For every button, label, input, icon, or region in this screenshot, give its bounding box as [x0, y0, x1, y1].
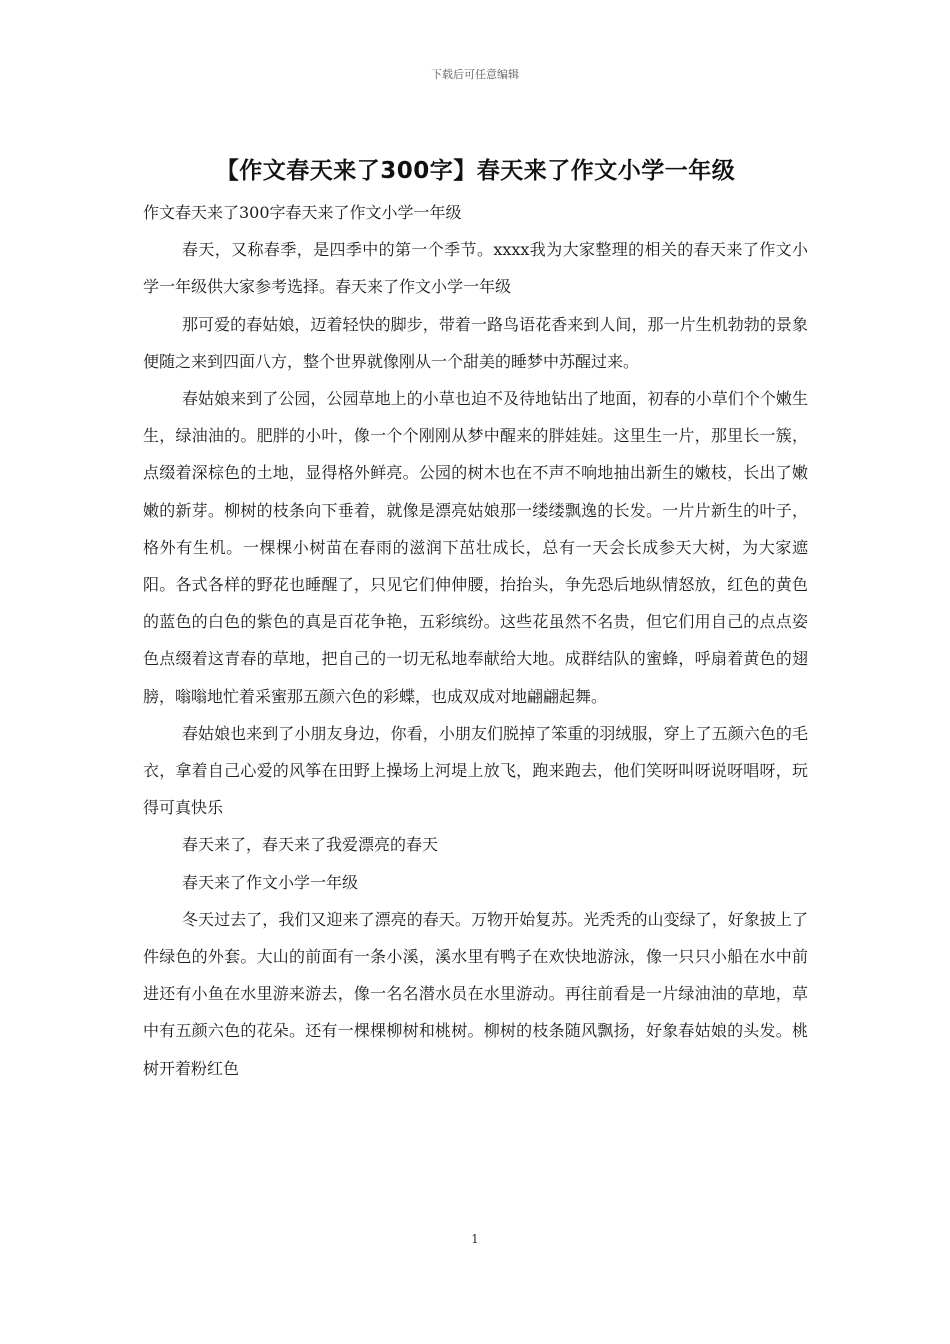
paragraph-heading: 春天来了作文小学一年级 [182, 872, 359, 892]
paragraph-subtitle: 作文春天来了300字春天来了作文小学一年级 [143, 203, 462, 222]
page-number: 1 [471, 1232, 479, 1246]
paragraph: 春天来了，春天来了我爱漂亮的春天 [182, 835, 439, 855]
paragraph: 春天，又称春季，是四季中的第一个季节。xxxx我为大家整理的相关的春天来了作文小学一年级供大家参考选择。春天来了作文小学一年级 [143, 240, 808, 297]
document-body [143, 194, 808, 1087]
page-header-note: 下载后可任意编辑 [431, 68, 519, 81]
paragraph: 那可爱的春姑娘，迈着轻快的脚步，带着一路鸟语花香来到人间，那一片生机勃勃的景象便随之来到四面八方，整个世界就像刚从一个甜美的睡梦中苏醒过来。 [143, 314, 808, 371]
paragraph: 春姑娘来到了公园，公园草地上的小草也迫不及待地钻出了地面，初春的小草们个个嫩生生，绿油油的。肥胖的小叶，像一个个刚刚从梦中醒来的胖娃娃。这里生一片，那里长一簇，点缀着深棕色的土地，显得格外鲜亮。公园的树木也在不声不响地抽出新生的嫩枝，长出了嫩嫩的新芽。柳树的枝条向下垂着，就像是漂亮姑娘那一缕缕飘逸的长发。一片片新生的叶子，格外有生机。一棵棵小树苗在春雨的滋润下茁壮成长，总有一天会长成参天大树，为大家遮阳。各式各样的野花也睡醒了，只见它们伸伸腰，抬抬头，争先恐后地纵情怒放，红色的黄色的蓝色的白色的紫色的真是百花争艳，五彩缤纷。这些花虽然不名贵，但它们用自己的点点姿色点缀着这青春的草地，把自己的一切无私地奉献给大地。成群结队的蜜蜂，呼扇着黄色的翅膀，嗡嗡地忙着采蜜那五颜六色的彩蝶，也成双成对地翩翩起舞。 [143, 389, 808, 706]
document-title: 【作文春天来了300字】春天来了作文小学一年级 [215, 158, 736, 184]
paragraph: 春姑娘也来到了小朋友身边，你看，小朋友们脱掉了笨重的羽绒服，穿上了五颜六色的毛衣，拿着自己心爱的风筝在田野上操场上河堤上放飞，跑来跑去，他们笑呀叫呀说呀唱呀，玩得可真快乐 [143, 723, 808, 818]
paragraph: 冬天过去了，我们又迎来了漂亮的春天。万物开始复苏。光秃秃的山变绿了，好象披上了件绿色的外套。大山的前面有一条小溪，溪水里有鸭子在欢快地游泳，像一只只小船在水中前进还有小鱼在水里游来游去，像一名名潜水员在水里游动。再往前看是一片绿油油的草地，草中有五颜六色的花朵。还有一棵棵柳树和桃树。柳树的枝条随风飘扬，好象春姑娘的头发。桃树开着粉红色 [143, 909, 808, 1078]
